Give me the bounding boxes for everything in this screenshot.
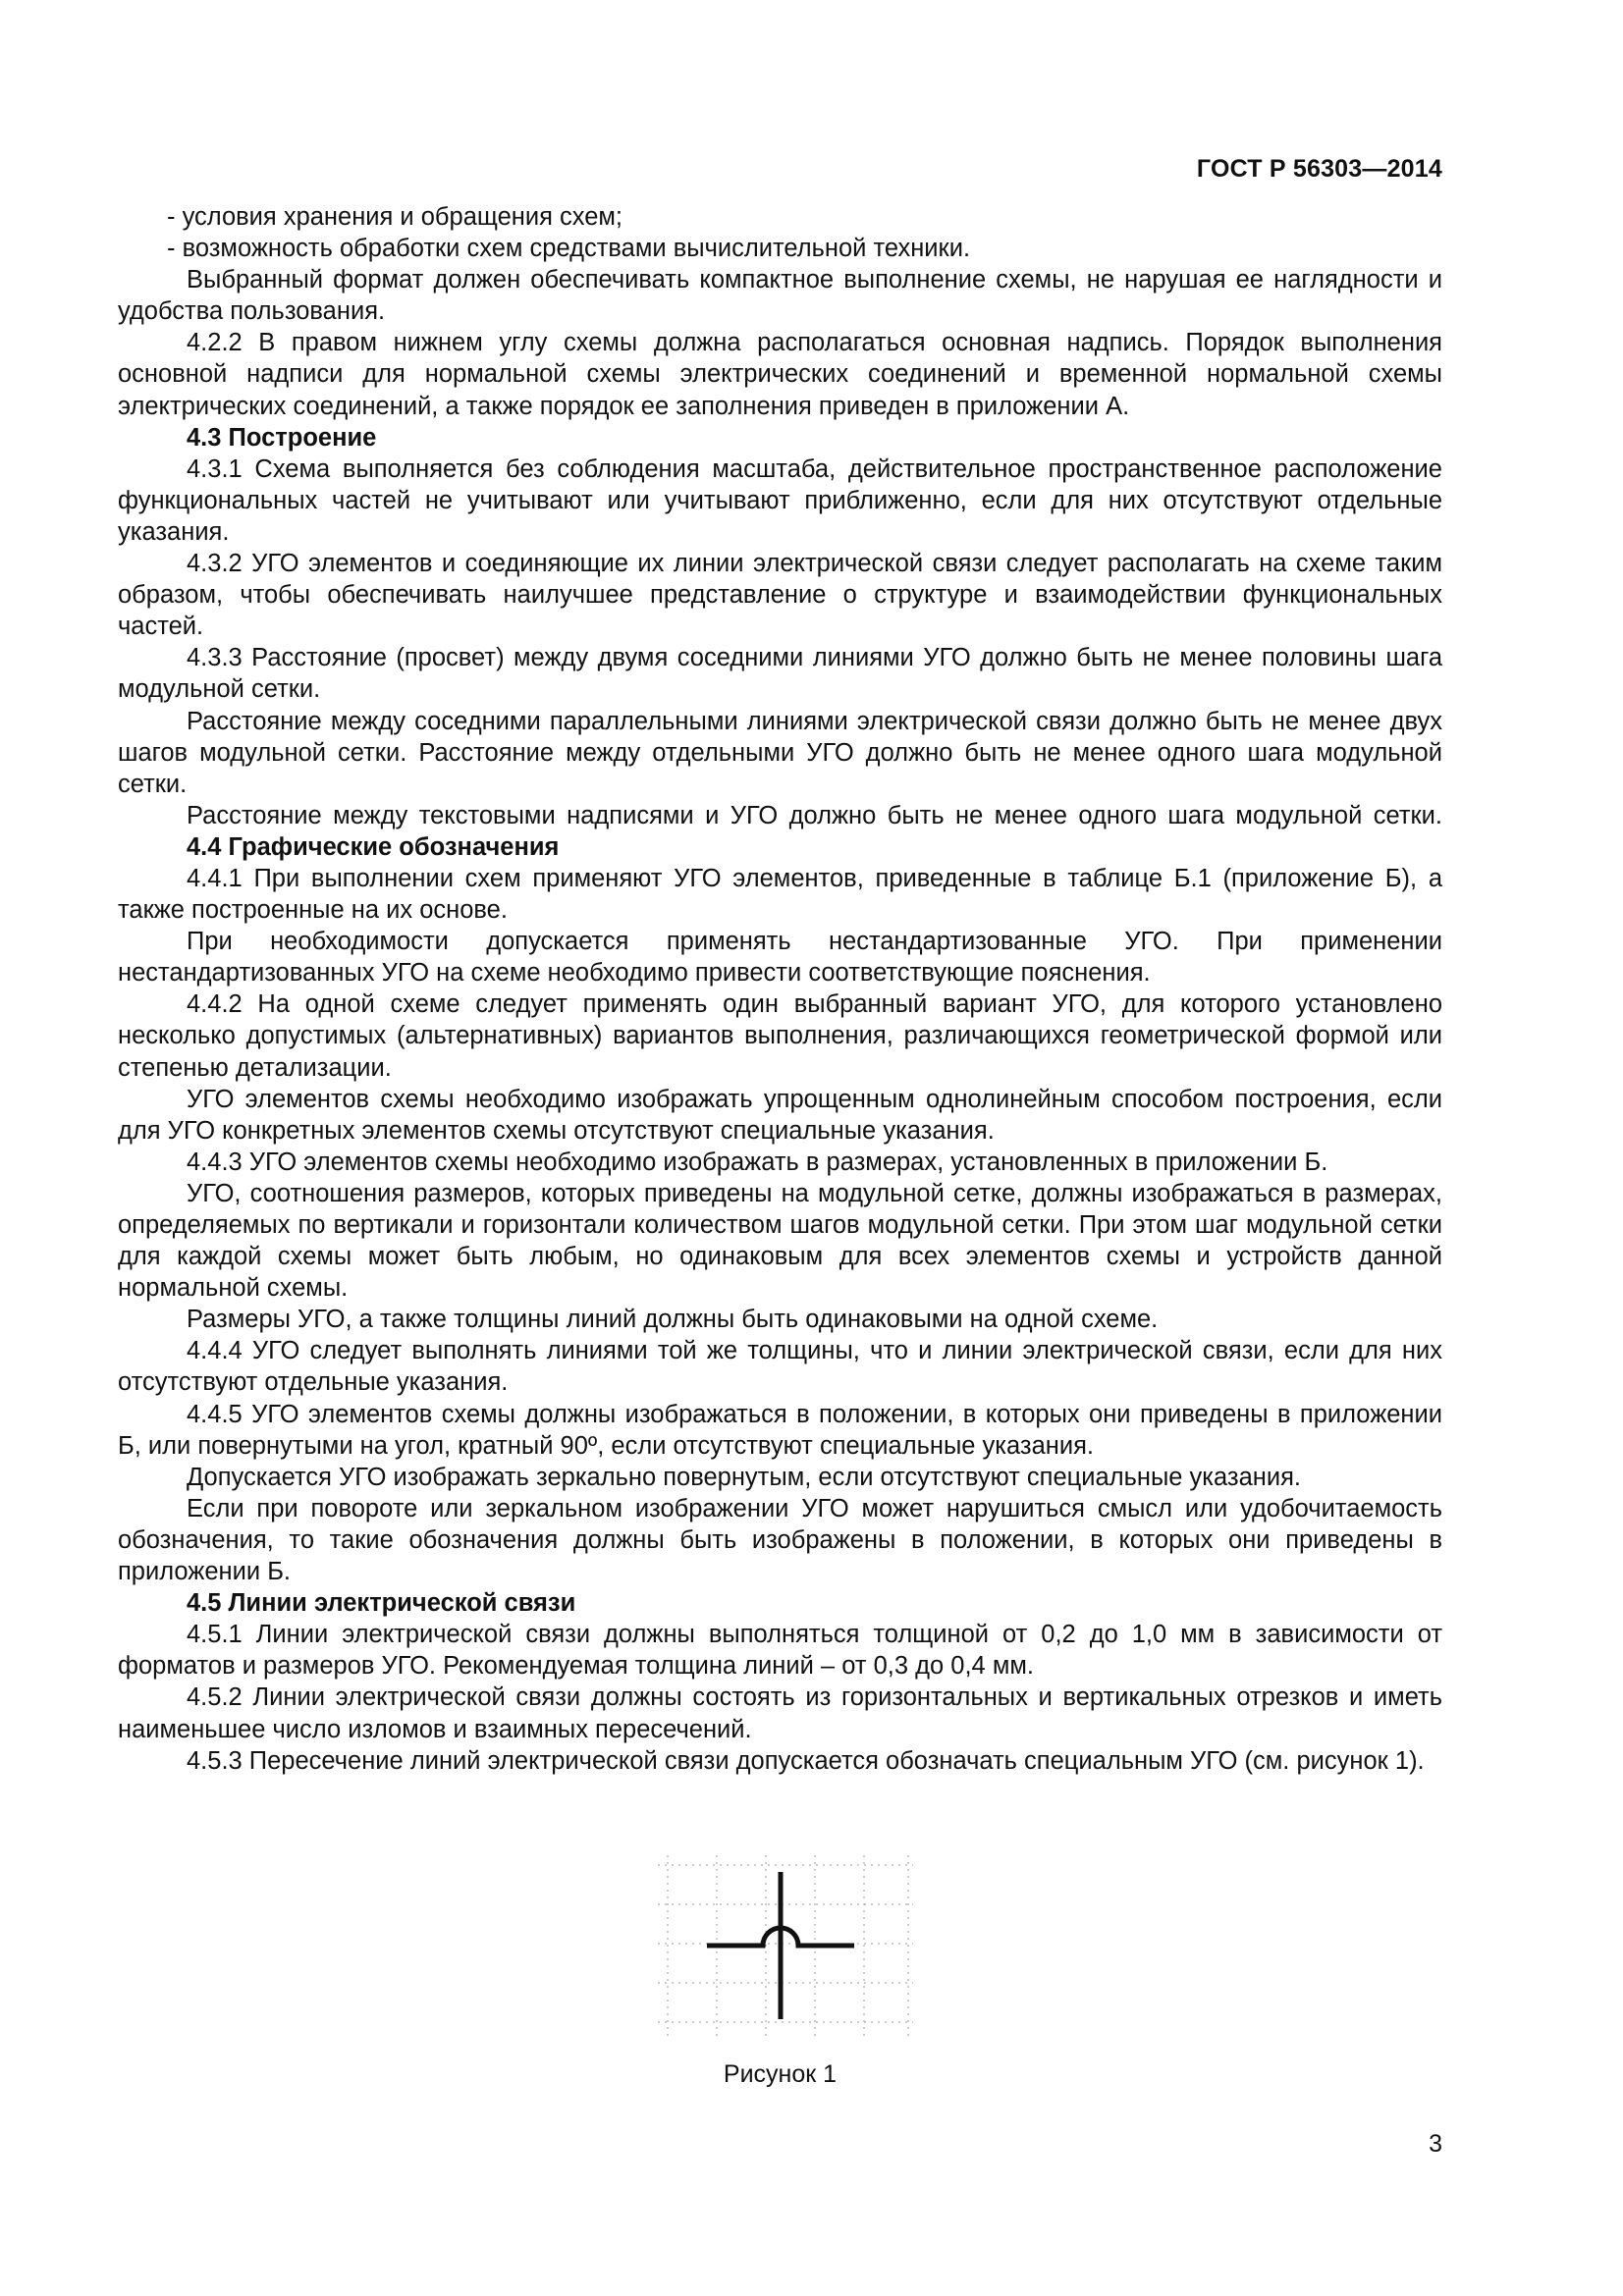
figure-caption: Рисунок 1 [723, 2060, 838, 2088]
paragraph: 4.3.2 УГО элементов и соединяющие их линии электрической связи следует располагать на схеме таким образом, чтобы обеспечивать наилучшее представление о структуре и взаимодействии функциональных частей. [118, 550, 1442, 641]
section-heading: 4.4 Графические обозначения [187, 832, 560, 861]
paragraph: 4.4.5 УГО элементов схемы должны изображаться в положении, в которых они приведены в приложении Б, или повернутыми на угол, кратный 90º, если отсутствуют специальные указания. [118, 1400, 1442, 1460]
paragraph: Размеры УГО, а также толщины линий должны быть одинаковыми на одной схеме. [187, 1306, 1159, 1334]
page-number: 3 [1429, 2130, 1442, 2158]
paragraph: Выбранный формат должен обеспечивать компактное выполнение схемы, не нарушая ее наглядности и удобства пользования. [118, 266, 1442, 326]
paragraph: - возможность обработки схем средствами вычислительной техники. [167, 235, 971, 263]
paragraph: УГО, соотношения размеров, которых приведены на модульной сетке, должны изображаться в размерах, определяемых по вертикали и горизонтали количеством шагов модульной сетки. При этом шаг модульной сетки для каждой схемы может быть любым, но одинаковым для всех элементов схемы и устройств данной нормальной схемы. [118, 1179, 1442, 1303]
body-text [118, 201, 1442, 1777]
crossing-lines-diagram [648, 1850, 923, 2042]
paragraph: 4.4.4 УГО следует выполнять линиями той же толщины, что и линии электрической связи, если для них отсутствуют отдельные указания. [118, 1337, 1442, 1397]
paragraph: Допускается УГО изображать зеркально повернутым, если отсутствуют специальные указания. [187, 1463, 1301, 1491]
paragraph: 4.4.3 УГО элементов схемы необходимо изображать в размерах, установленных в приложении Б. [187, 1148, 1328, 1176]
paragraph: Расстояние между текстовыми надписями и УГО должно быть не менее одного шага модульной сетки. [187, 801, 1442, 829]
section-heading: 4.3 Построение [187, 423, 377, 452]
paragraph: - условия хранения и обращения схем; [167, 203, 623, 231]
paragraph: Если при повороте или зеркальном изображении УГО может нарушиться смысл или удобочитаемость обозначения, то такие обозначения должны быть изображены в положении, в которых они приведены в приложении Б. [118, 1494, 1442, 1586]
paragraph: 4.3.1 Схема выполняется без соблюдения масштаба, действительное пространственное расположение функциональных частей не учитывают или учитывают приближенно, если для них отсутствуют отдельные указания. [118, 454, 1442, 546]
paragraph: 4.3.3 Расстояние (просвет) между двумя соседними линиями УГО должно быть не менее половины шага модульной сетки. [118, 644, 1442, 704]
paragraph: 4.4.1 При выполнении схем применяют УГО элементов, приведенные в таблице Б.1 (приложение Б), а также построенные на их основе. [118, 864, 1442, 925]
crossing-lines-symbol [707, 1872, 854, 2019]
paragraph: Расстояние между соседними параллельными линиями электрической связи должно быть не менее двух шагов модульной сетки. Расстояние между отдельными УГО должно быть не менее одного шага модульной сетки. [118, 707, 1442, 798]
paragraph: При необходимости допускается применять нестандартизованные УГО. При применении нестандартизованных УГО на схеме необходимо привести соответствующие пояснения. [118, 928, 1442, 988]
modular-grid [658, 1855, 913, 2037]
paragraph: 4.5.3 Пересечение линий электрической связи допускается обозначать специальным УГО (см. рисунок 1). [187, 1746, 1425, 1775]
paragraph: 4.2.2 В правом нижнем углу схемы должна располагаться основная надпись. Порядок выполнения основной надписи для нормальной схемы электрических соединений и временной нормальной схемы электрических соединений, а также порядок ее заполнения приведен в приложении А. [118, 329, 1442, 420]
paragraph: 4.5.2 Линии электрической связи должны состоять из горизонтальных и вертикальных отрезков и иметь наименьшее число изломов и взаимных пересечений. [118, 1683, 1442, 1743]
document-header: ГОСТ Р 56303—2014 [1196, 155, 1442, 183]
figure-crossing-symbol [648, 1850, 923, 2042]
paragraph: 4.5.1 Линии электрической связи должны выполняться толщиной от 0,2 до 1,0 мм в зависимости от форматов и размеров УГО. Рекомендуемая толщина линий – от 0,3 до 0,4 мм. [118, 1621, 1442, 1681]
section-heading: 4.5 Линии электрической связи [187, 1589, 576, 1618]
paragraph: УГО элементов схемы необходимо изображать упрощенным однолинейным способом построения, если для УГО конкретных элементов схемы отсутствуют специальные указания. [118, 1085, 1442, 1145]
paragraph: 4.4.2 На одной схеме следует применять один выбранный вариант УГО, для которого установлено несколько допустимых (альтернативных) вариантов выполнения, различающихся геометрической формой или степенью детализации. [118, 990, 1442, 1082]
